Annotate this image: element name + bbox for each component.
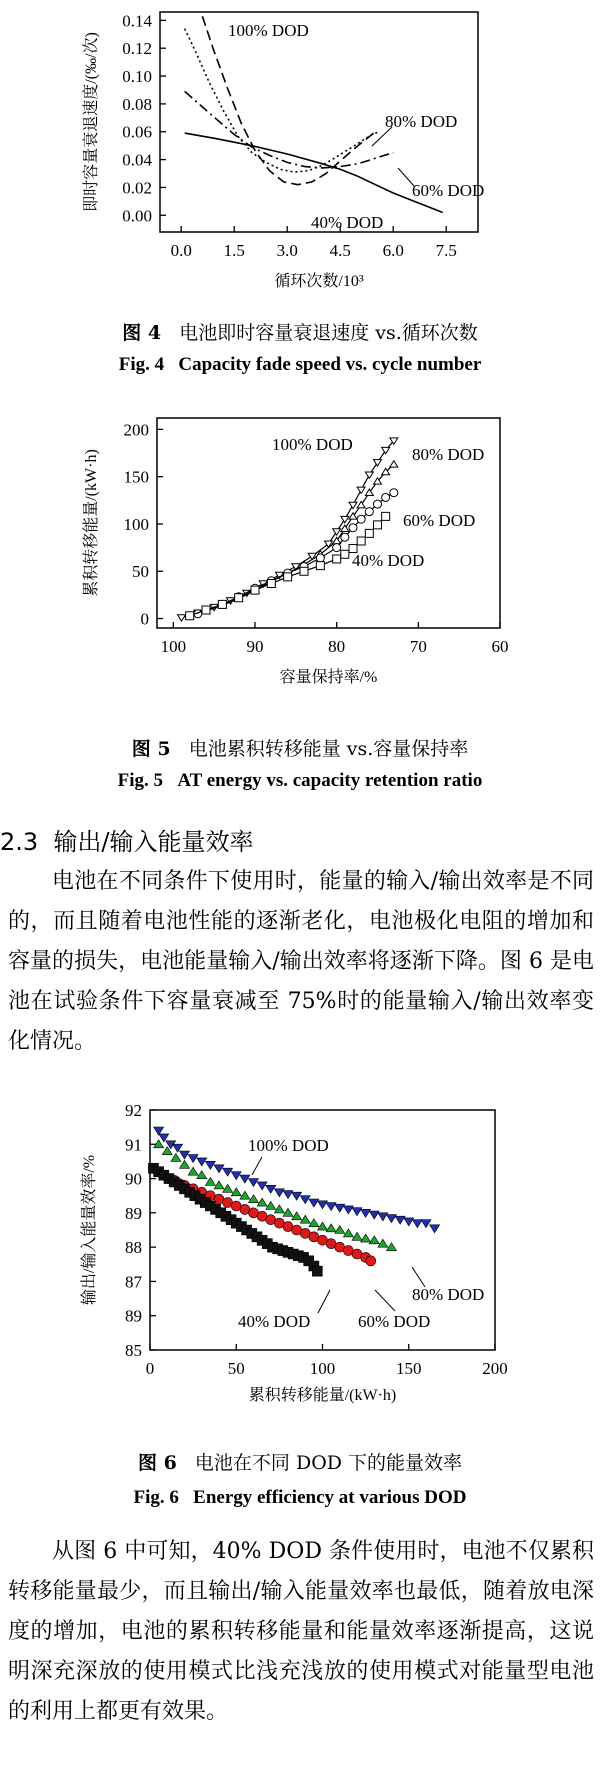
x-tick-label: 7.5 [435, 241, 457, 260]
data-point [341, 516, 349, 522]
data-point [188, 1155, 198, 1163]
data-point [218, 600, 226, 608]
data-point [316, 562, 324, 570]
data-point [300, 1215, 310, 1223]
data-point [300, 1196, 310, 1204]
data-point [333, 529, 341, 535]
data-point [249, 1195, 259, 1203]
data-point [240, 1191, 250, 1199]
x-axis-label: 容量保持率/% [279, 669, 378, 686]
y-axis-label: 累积转移能量/(kW·h) [83, 449, 100, 597]
y-axis-label: 即时容量衰退速度/(‰/次) [83, 32, 100, 212]
annotation-100-dod: 100% DOD [248, 1136, 329, 1155]
data-point [365, 508, 373, 516]
x-tick-label: 200 [482, 1359, 508, 1378]
fig5-caption-en-label: Fig. 5 [117, 770, 164, 791]
x-tick-label: 100 [309, 1359, 336, 1378]
data-point [361, 1234, 371, 1242]
data-point [309, 1219, 319, 1227]
data-point [312, 1266, 322, 1276]
data-point [335, 1226, 345, 1234]
fig4-caption-en-text: Capacity fade speed vs. cycle number [178, 354, 482, 375]
data-point [387, 1215, 397, 1223]
fig5-caption-en [0, 770, 600, 792]
data-point [365, 529, 373, 537]
data-point [214, 1181, 224, 1189]
y-tick-label: 91 [125, 1135, 142, 1155]
y-tick-label: 0.08 [122, 94, 152, 114]
data-point [197, 1158, 207, 1166]
fig5-caption-cn [0, 734, 600, 761]
data-point [357, 487, 365, 493]
data-point [349, 513, 357, 519]
fig4-caption-cn-text: 电池即时容量衰退速度 vs.循环次数 [179, 322, 478, 344]
y-tick-label: 200 [123, 420, 149, 440]
data-point [352, 1232, 362, 1240]
data-point [366, 1256, 376, 1266]
annotation-80-dod: 80% DOD [412, 445, 485, 464]
data-point [274, 1189, 284, 1197]
y-tick-label: 89 [125, 1306, 142, 1326]
paragraph-2: 从图 6 中可知，40% DOD 条件使用时，电池不仅累积转移能量最少，而且输出/输入能量效率也最低，随着放电深度的增加，电池的累积转移能量和能量效率逐渐提高，这说明深充深放的使用模式比浅充浅放的使用模式对能量型电池的利用上都更有效果。 [8, 1539, 594, 1724]
fig6-caption-en-label: Fig. 6 [133, 1487, 179, 1508]
annotation-leader [412, 1267, 425, 1287]
fig6-caption-cn [0, 1448, 600, 1475]
data-point [390, 489, 398, 497]
fig4-caption-en-label: Fig. 4 [118, 354, 165, 375]
fig5-plot-area [82, 418, 509, 686]
data-point [292, 1212, 302, 1220]
data-point [382, 512, 390, 520]
data-point [357, 501, 365, 507]
data-point [357, 537, 365, 545]
y-tick-label: 90 [125, 1169, 142, 1189]
series-line-3 [185, 133, 443, 212]
y-tick-label: 0 [140, 609, 149, 629]
annotation-80-dod: 80% DOD [412, 1285, 485, 1304]
data-point [266, 1185, 276, 1193]
y-tick-label: 85 [125, 1341, 142, 1360]
fig5-caption-en-text: AT energy vs. capacity retention ratio [177, 770, 483, 791]
y-tick-label: 0.04 [122, 150, 152, 170]
annotation-leader [375, 1290, 395, 1311]
data-point [361, 1209, 371, 1217]
data-point [249, 1179, 259, 1187]
data-point [333, 555, 341, 563]
data-point [283, 1208, 293, 1216]
data-point [283, 1191, 293, 1199]
data-point [369, 1211, 379, 1219]
annotation-40-dod: 40% DOD [311, 213, 384, 232]
data-point [421, 1220, 431, 1228]
fig6-caption-cn-label: 图 6 [137, 1452, 177, 1474]
y-axis-label: 输出/输入能量效率/% [81, 1154, 98, 1306]
x-tick-label: 80 [328, 637, 346, 656]
annotation-60-dod: 60% DOD [403, 511, 476, 530]
data-point [251, 586, 259, 594]
fig6-plot-area [80, 1101, 508, 1404]
y-tick-label: 150 [123, 467, 149, 487]
data-point [349, 502, 357, 508]
fig5-chart [0, 410, 600, 710]
annotation-60-dod: 60% DOD [412, 181, 485, 200]
x-tick-label: 50 [227, 1359, 245, 1378]
data-point [343, 1206, 353, 1214]
y-tick-label: 89 [125, 1203, 142, 1223]
fig5-caption-cn-text: 电池累积转移能量 vs.容量保持率 [188, 738, 469, 760]
paragraph-1: 电池在不同条件下使用时，能量的输入/输出效率是不同的，而且随着电池性能的逐渐老化，电池极化电阻的增加和容量的损失，电池能量输入/输出效率将逐渐下降。图 6 是电池在试验条件下容量衰减至 75%时的能量输入/输出效率变化情况。 [8, 869, 594, 1054]
data-point [341, 525, 349, 531]
x-tick-label: 3.0 [276, 241, 298, 260]
data-point [390, 461, 398, 467]
fig5-caption-cn-label: 图 5 [131, 738, 171, 760]
data-point [326, 1203, 336, 1211]
data-point [374, 521, 382, 529]
data-point [378, 1213, 388, 1221]
x-tick-label: 70 [409, 637, 427, 656]
y-tick-label: 0.12 [122, 39, 152, 59]
data-point [178, 615, 186, 621]
data-point [214, 1165, 224, 1173]
data-point [374, 460, 382, 466]
y-tick-label: 0.10 [122, 67, 152, 87]
data-point [318, 1222, 328, 1230]
y-tick-label: 0.00 [122, 206, 152, 226]
data-point [382, 493, 390, 501]
data-point [349, 524, 357, 532]
y-tick-label: 100 [123, 514, 149, 534]
data-point [343, 1229, 353, 1237]
data-point [223, 1184, 233, 1192]
data-point [378, 1239, 388, 1247]
data-point [318, 1201, 328, 1209]
x-tick-label: 150 [396, 1359, 422, 1378]
data-point [180, 1151, 190, 1159]
data-point [223, 1168, 233, 1176]
data-point [257, 1198, 267, 1206]
x-tick-label: 1.5 [223, 241, 245, 260]
data-point [197, 1171, 207, 1179]
x-tick-label: 100 [160, 637, 187, 656]
y-tick-label: 88 [125, 1238, 142, 1258]
x-tick-label: 0 [145, 1359, 155, 1378]
annotation-leader [252, 1157, 262, 1175]
data-point [316, 554, 324, 562]
annotation-100-dod: 100% DOD [228, 21, 309, 40]
data-point [274, 1205, 284, 1213]
annotation-60-dod: 60% DOD [358, 1312, 431, 1331]
fig4-caption-cn [0, 318, 600, 345]
data-point [341, 533, 349, 541]
fig6-chart [0, 1095, 600, 1425]
data-point [412, 1220, 422, 1228]
y-tick-label: 92 [125, 1101, 142, 1120]
data-point [387, 1243, 397, 1251]
y-tick-label: 0.14 [122, 11, 152, 31]
data-point [267, 580, 275, 588]
annotation-80-dod: 80% DOD [385, 112, 458, 131]
y-tick-label: 50 [132, 562, 149, 582]
data-point [292, 1192, 302, 1200]
y-tick-label: 0.06 [122, 122, 152, 142]
data-point [257, 1182, 267, 1190]
section-number: 2.3 [0, 828, 39, 856]
series-line-2 [185, 91, 394, 167]
fig4-caption-en [0, 354, 600, 376]
data-point [240, 1175, 250, 1183]
y-tick-label: 87 [125, 1272, 142, 1292]
data-point [300, 567, 308, 575]
fig4-plot-area [82, 11, 484, 290]
data-point [266, 1202, 276, 1210]
x-tick-label: 90 [246, 637, 264, 656]
fig4-chart [0, 0, 600, 300]
x-axis-label: 累积转移能量/(kW·h) [248, 1387, 397, 1404]
y-tick-label: 0.02 [122, 178, 152, 198]
data-point [231, 1188, 241, 1196]
data-point [326, 1224, 336, 1232]
fig4-caption-cn-label: 图 4 [122, 322, 162, 344]
data-point [369, 1236, 379, 1244]
annotation-40-dod: 40% DOD [352, 551, 425, 570]
fig6-caption-en [0, 1487, 600, 1509]
series-line-0 [182, 441, 394, 618]
data-point [365, 472, 373, 478]
data-point [395, 1216, 405, 1224]
x-tick-label: 6.0 [382, 241, 404, 260]
data-point [186, 612, 194, 620]
data-point [231, 1172, 241, 1180]
data-point [374, 500, 382, 508]
fig6-caption-en-text: Energy efficiency at various DOD [193, 1487, 467, 1508]
data-point [333, 537, 341, 543]
data-point [352, 1208, 362, 1216]
section-heading [0, 822, 254, 857]
data-point [235, 594, 243, 602]
x-tick-label: 4.5 [329, 241, 351, 260]
annotation-100-dod: 100% DOD [272, 435, 353, 454]
data-point [284, 573, 292, 581]
data-point [382, 447, 390, 453]
data-point [365, 489, 373, 495]
fig6-caption-cn-text: 电池在不同 DOD 下的能量效率 [194, 1452, 463, 1474]
data-point [341, 550, 349, 558]
data-point [202, 606, 210, 614]
annotation-leader [318, 1290, 330, 1313]
data-point [357, 515, 365, 523]
data-point [404, 1218, 414, 1226]
data-point [430, 1225, 440, 1233]
data-point [335, 1204, 345, 1212]
annotation-40-dod: 40% DOD [238, 1312, 311, 1331]
annotation-leader [372, 127, 392, 146]
x-tick-label: 60 [491, 637, 509, 656]
series-line-0 [202, 16, 375, 185]
data-point [205, 1161, 215, 1169]
data-point [309, 1199, 319, 1207]
annotation-leader [398, 168, 414, 186]
section-title: 输出/输入能量效率 [53, 828, 254, 856]
x-axis-label: 循环次数/10³ [274, 273, 364, 290]
x-tick-label: 0.0 [170, 241, 192, 260]
data-point [333, 544, 341, 552]
